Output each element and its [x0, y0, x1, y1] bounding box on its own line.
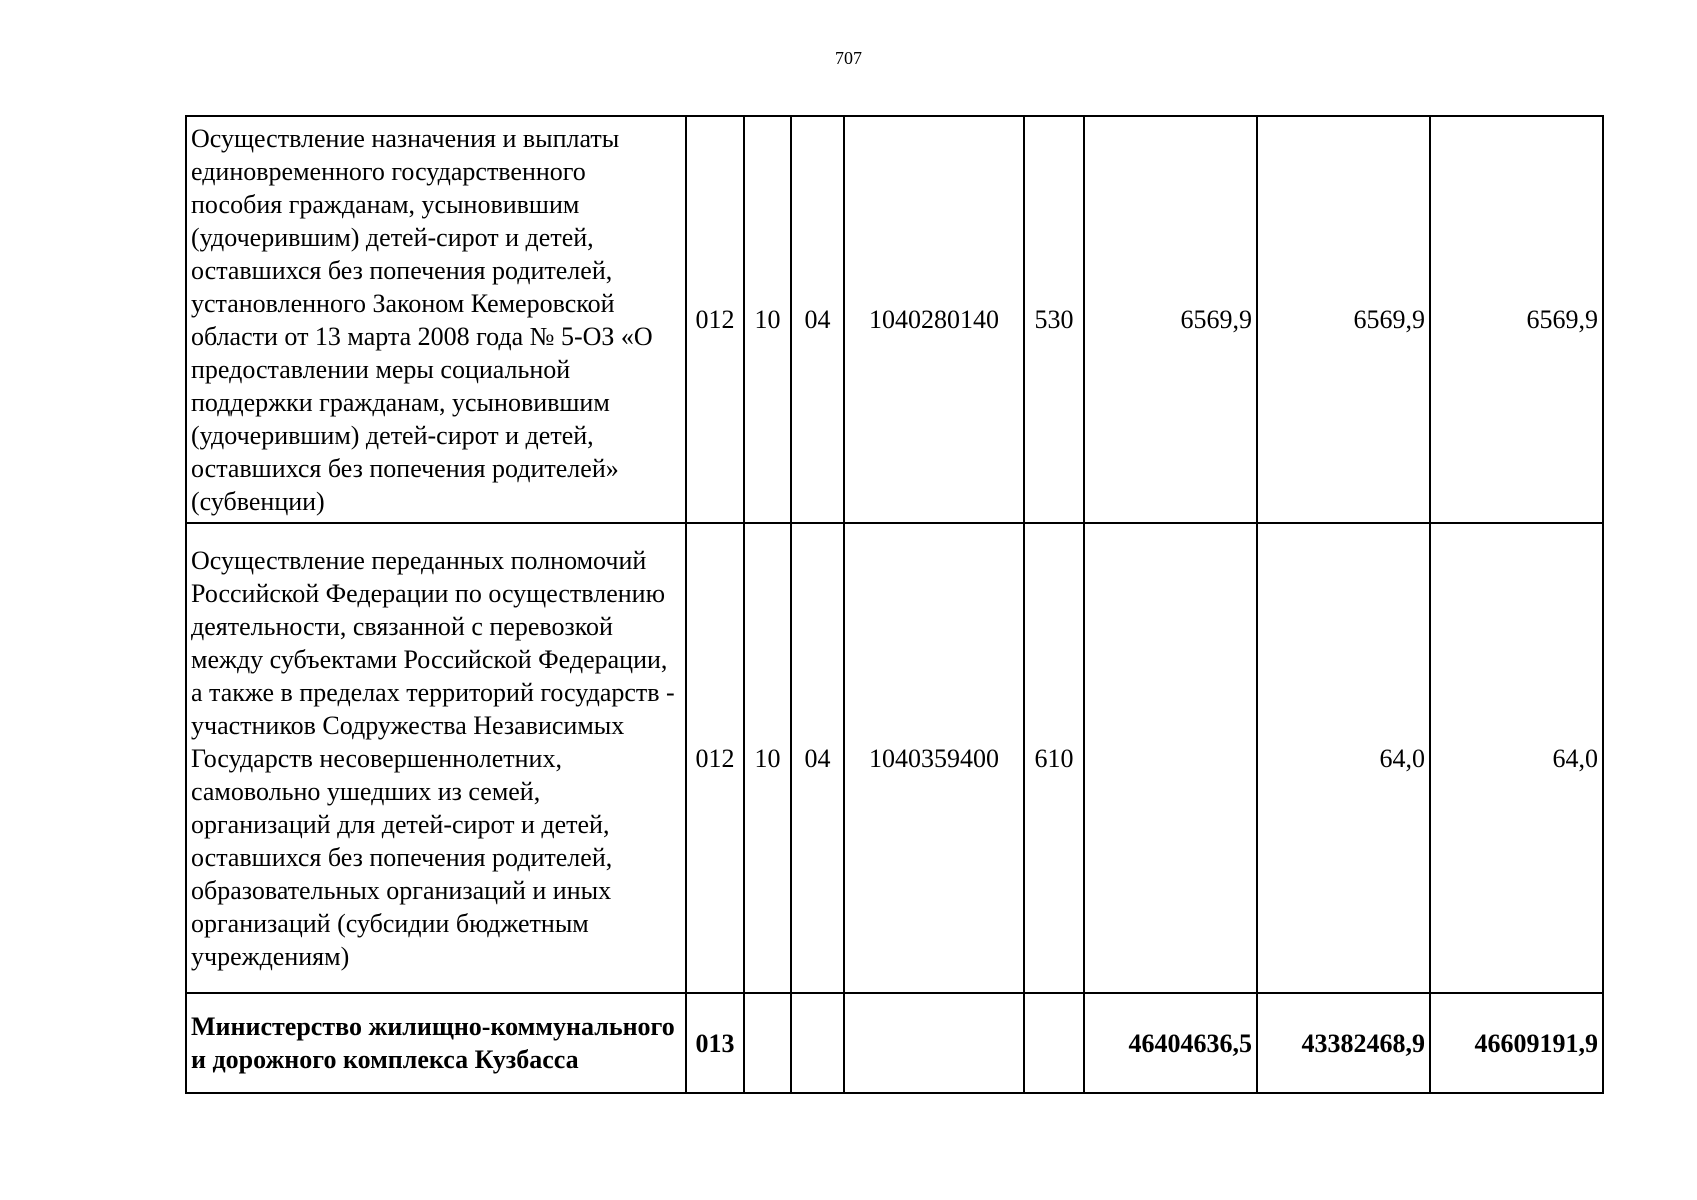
amount-year-3: 6569,9	[1430, 116, 1603, 523]
ministry-code: 012	[686, 116, 744, 523]
amount-year-1: 46404636,5	[1084, 993, 1257, 1093]
row-name: Министерство жилищно-коммунального и дорожного комплекса Кузбасса	[186, 993, 686, 1093]
page-number: 707	[835, 48, 862, 68]
section-code	[744, 993, 791, 1093]
expense-type-code: 610	[1024, 523, 1084, 993]
target-code: 1040359400	[844, 523, 1024, 993]
amount-year-2: 43382468,9	[1257, 993, 1430, 1093]
target-code	[844, 993, 1024, 1093]
subsection-code: 04	[791, 116, 844, 523]
row-name: Осуществление переданных полномочий Российской Федерации по осуществлению деятельности, связанной с перевозкой между субъектами Российской Федерации, а также в пределах территорий государств - участников Содружества Независимых Государств несовершеннолетних, самовольно ушедших из семей, организаций для детей-сирот и детей, оставшихся без попечения родителей, образовательных организаций и иных организаций (субсидии бюджетным учреждениям)	[186, 523, 686, 993]
amount-year-1: 6569,9	[1084, 116, 1257, 523]
amount-year-2: 64,0	[1257, 523, 1430, 993]
section-code: 10	[744, 116, 791, 523]
budget-table	[185, 115, 1604, 1094]
row-name: Осуществление назначения и выплаты единовременного государственного пособия гражданам, усыновившим (удочерившим) детей-сирот и детей, оставшихся без попечения родителей, установленного Законом Кемеровской области от 13 марта 2008 года № 5-ОЗ «О предоставлении меры социальной поддержки гражданам, усыновившим (удочерившим) детей-сирот и детей, оставшихся без попечения родителей» (субвенции)	[186, 116, 686, 523]
amount-year-3: 64,0	[1430, 523, 1603, 993]
ministry-code: 012	[686, 523, 744, 993]
table-row-ministry-total	[186, 993, 1603, 1093]
table-row	[186, 116, 1603, 523]
table-row	[186, 523, 1603, 993]
expense-type-code	[1024, 993, 1084, 1093]
target-code: 1040280140	[844, 116, 1024, 523]
amount-year-1	[1084, 523, 1257, 993]
expense-type-code: 530	[1024, 116, 1084, 523]
subsection-code: 04	[791, 523, 844, 993]
subsection-code	[791, 993, 844, 1093]
amount-year-3: 46609191,9	[1430, 993, 1603, 1093]
ministry-code: 013	[686, 993, 744, 1093]
amount-year-2: 6569,9	[1257, 116, 1430, 523]
section-code: 10	[744, 523, 791, 993]
